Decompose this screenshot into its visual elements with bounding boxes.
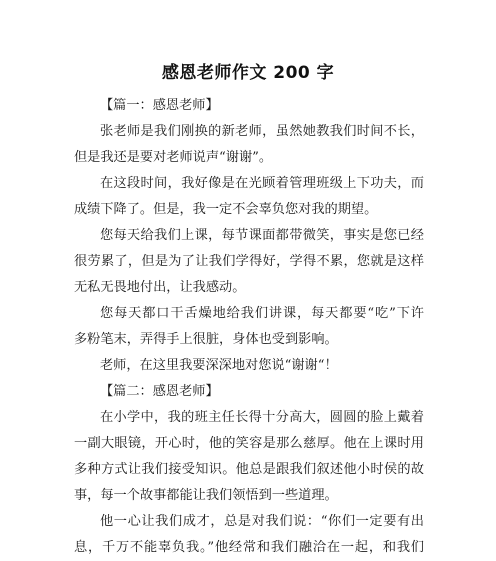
paragraph-line: 在小学中，我的班主任长得十分高大，圆圆的脸上戴着 [100,410,424,425]
paragraph-line: 在这段时间，我好像是在光顾着管理班级上下功夫，而 [100,176,424,191]
paragraph-line: 老师，在这里我要深深地对您说“谢谢“！ [100,358,338,373]
paragraph-line: 息，千万不能辜负我。”他经常和我们融洽在一起，和我们 [74,540,424,555]
paragraph-line: 很劳累了，但是为了让我们学得好，学得不累，您就是这样 [74,254,424,269]
paragraph-line: 张老师是我们刚换的新老师，虽然她教我们时间不长， [100,124,424,139]
paragraph-line: 多种方式让我们接受知识。他总是跟我们叙述他小时侯的故 [74,462,424,477]
paragraph-line: 一副大眼镜，开心时，他的笑容是那么慈厚。他在上课时用 [74,436,424,451]
paragraph-line: 成绩下降了。但是，我一定不会辜负您对我的期望。 [74,202,378,217]
document-title: 感恩老师作文 200 字 [161,63,335,83]
paragraph-line: 多粉笔末，弄得手上很脏，身体也受到影响。 [74,332,338,347]
paragraph-line: 无私无畏地付出，让我感动。 [74,280,246,295]
document-body [74,93,424,561]
paragraph-line: 您每天都口干舌燥地给我们讲课，每天都要“吃”下许 [100,306,424,321]
paragraph-line: 事，每一个故事都能让我们领悟到一些道理。 [74,488,338,503]
section-heading-1: 【篇一：感恩老师】 [100,98,219,113]
paragraph-line: 他一心让我们成才，总是对我们说：“你们一定要有出 [100,514,424,529]
paragraph-line: 但是我还是要对老师说声“谢谢”。 [74,150,273,165]
section-heading-2: 【篇二：感恩老师】 [100,384,219,399]
paragraph-line: 您每天给我们上课，每节课面都带微笑，事实是您已经 [100,228,424,243]
